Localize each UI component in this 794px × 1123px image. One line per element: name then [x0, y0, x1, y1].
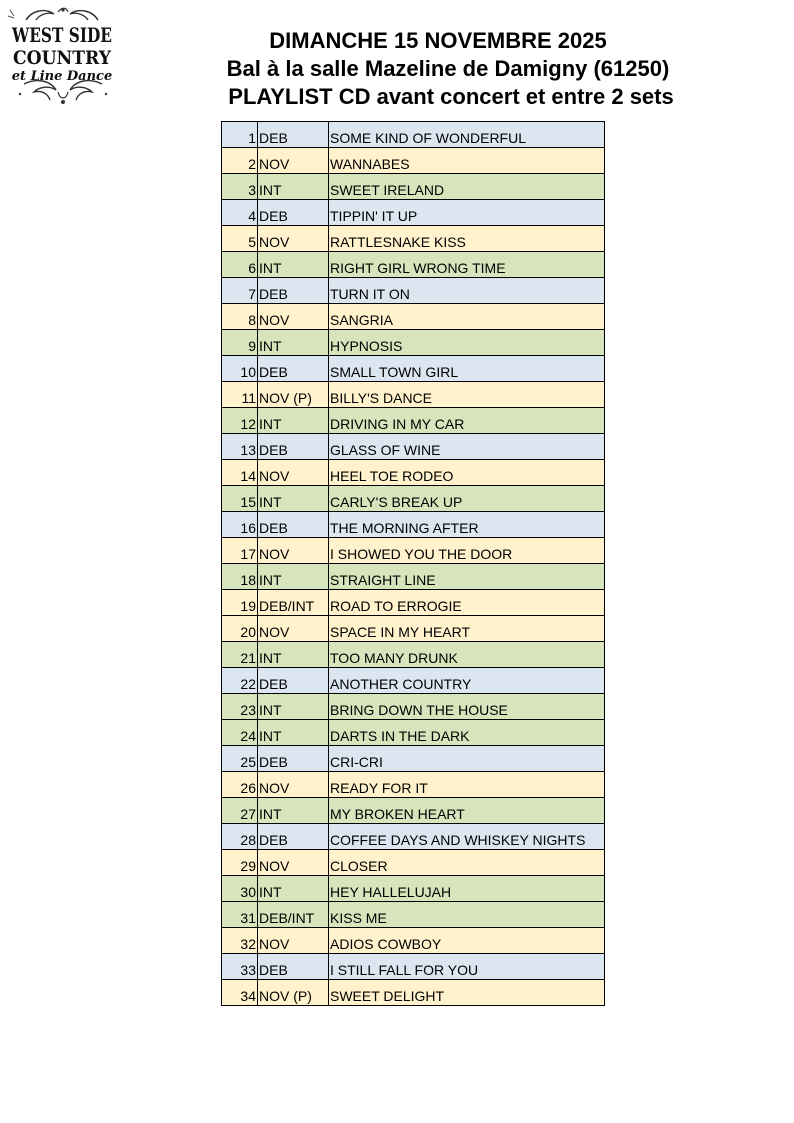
table-row	[222, 590, 605, 616]
dance-title: STRAIGHT LINE	[329, 564, 605, 590]
dance-level: NOV	[258, 460, 329, 486]
dance-level: INT	[258, 330, 329, 356]
dance-number: 31	[222, 902, 258, 928]
dance-level: DEB	[258, 668, 329, 694]
dance-number: 7	[222, 278, 258, 304]
playlist-body	[222, 122, 605, 1006]
dance-title: DARTS IN THE DARK	[329, 720, 605, 746]
dance-number: 30	[222, 876, 258, 902]
dance-level: DEB/INT	[258, 902, 329, 928]
table-row	[222, 330, 605, 356]
table-row	[222, 642, 605, 668]
dance-title: READY FOR IT	[329, 772, 605, 798]
dance-level: DEB/INT	[258, 590, 329, 616]
dance-level: INT	[258, 876, 329, 902]
table-row	[222, 928, 605, 954]
dance-level: NOV	[258, 304, 329, 330]
table-row	[222, 616, 605, 642]
dance-title: SMALL TOWN GIRL	[329, 356, 605, 382]
dance-title: TURN IT ON	[329, 278, 605, 304]
table-row	[222, 252, 605, 278]
dance-title: THE MORNING AFTER	[329, 512, 605, 538]
dance-title: RIGHT GIRL WRONG TIME	[329, 252, 605, 278]
table-row	[222, 850, 605, 876]
dance-number: 27	[222, 798, 258, 824]
table-row	[222, 772, 605, 798]
dance-title: ANOTHER COUNTRY	[329, 668, 605, 694]
dance-title: HEEL TOE RODEO	[329, 460, 605, 486]
dance-title: COFFEE DAYS AND WHISKEY NIGHTS	[329, 824, 605, 850]
dance-title: MY BROKEN HEART	[329, 798, 605, 824]
table-row	[222, 720, 605, 746]
dance-number: 5	[222, 226, 258, 252]
table-row	[222, 434, 605, 460]
dance-title: SOME KIND OF WONDERFUL	[329, 122, 605, 148]
dance-number: 10	[222, 356, 258, 382]
dance-level: NOV	[258, 538, 329, 564]
west-side-country-logo	[6, 6, 118, 106]
dance-level: INT	[258, 642, 329, 668]
dance-title: I SHOWED YOU THE DOOR	[329, 538, 605, 564]
dance-title: SWEET IRELAND	[329, 174, 605, 200]
dance-level: INT	[258, 720, 329, 746]
table-row	[222, 356, 605, 382]
event-venue: Bal à la salle Mazeline de Damigny (61250)	[226, 56, 670, 81]
dance-title: GLASS OF WINE	[329, 434, 605, 460]
dance-title: HYPNOSIS	[329, 330, 605, 356]
dance-title: SPACE IN MY HEART	[329, 616, 605, 642]
dance-number: 22	[222, 668, 258, 694]
dance-level: NOV	[258, 226, 329, 252]
event-date: DIMANCHE 15 NOVEMBRE 2025	[269, 28, 607, 53]
table-row	[222, 694, 605, 720]
dance-level: INT	[258, 486, 329, 512]
table-row	[222, 876, 605, 902]
table-row	[222, 902, 605, 928]
dance-level: DEB	[258, 200, 329, 226]
dance-title: RATTLESNAKE KISS	[329, 226, 605, 252]
dance-number: 21	[222, 642, 258, 668]
dance-number: 25	[222, 746, 258, 772]
dance-level: INT	[258, 174, 329, 200]
dance-title: BRING DOWN THE HOUSE	[329, 694, 605, 720]
dance-title: SWEET DELIGHT	[329, 980, 605, 1006]
dance-number: 6	[222, 252, 258, 278]
table-row	[222, 460, 605, 486]
dance-level: NOV (P)	[258, 980, 329, 1006]
dance-title: CARLY'S BREAK UP	[329, 486, 605, 512]
table-row	[222, 798, 605, 824]
table-row	[222, 278, 605, 304]
dance-title: HEY HALLELUJAH	[329, 876, 605, 902]
table-row	[222, 746, 605, 772]
dance-number: 28	[222, 824, 258, 850]
dance-number: 14	[222, 460, 258, 486]
dance-title: WANNABES	[329, 148, 605, 174]
dance-number: 23	[222, 694, 258, 720]
dance-number: 26	[222, 772, 258, 798]
logo-line-2: COUNTRY	[13, 47, 112, 69]
dance-number: 24	[222, 720, 258, 746]
table-row	[222, 668, 605, 694]
dance-number: 13	[222, 434, 258, 460]
table-row	[222, 512, 605, 538]
dance-level: INT	[258, 408, 329, 434]
table-row	[222, 174, 605, 200]
dance-number: 9	[222, 330, 258, 356]
dance-number: 34	[222, 980, 258, 1006]
dance-number: 17	[222, 538, 258, 564]
table-row	[222, 954, 605, 980]
logo-graphic	[6, 6, 118, 106]
dance-number: 16	[222, 512, 258, 538]
dance-level: DEB	[258, 278, 329, 304]
dance-title: ROAD TO ERROGIE	[329, 590, 605, 616]
dance-level: INT	[258, 252, 329, 278]
dance-level: INT	[258, 798, 329, 824]
dance-number: 2	[222, 148, 258, 174]
dance-level: DEB	[258, 122, 329, 148]
logo-line-1: WEST SIDE	[11, 23, 112, 47]
dance-title: DRIVING IN MY CAR	[329, 408, 605, 434]
dance-level: NOV (P)	[258, 382, 329, 408]
table-row	[222, 486, 605, 512]
dance-level: NOV	[258, 928, 329, 954]
dance-number: 19	[222, 590, 258, 616]
dance-level: DEB	[258, 512, 329, 538]
logo-line-3: et Line Dance	[11, 69, 113, 84]
dance-level: DEB	[258, 824, 329, 850]
table-row	[222, 148, 605, 174]
table-row	[222, 980, 605, 1006]
dance-level: DEB	[258, 746, 329, 772]
dance-level: DEB	[258, 356, 329, 382]
table-row	[222, 304, 605, 330]
playlist-title: PLAYLIST CD avant concert et entre 2 sets	[228, 84, 674, 109]
dance-level: INT	[258, 564, 329, 590]
dance-number: 12	[222, 408, 258, 434]
dance-number: 8	[222, 304, 258, 330]
dance-level: INT	[258, 694, 329, 720]
table-row	[222, 564, 605, 590]
dance-number: 33	[222, 954, 258, 980]
dance-number: 1	[222, 122, 258, 148]
dance-title: TIPPIN' IT UP	[329, 200, 605, 226]
table-row	[222, 382, 605, 408]
table-row	[222, 538, 605, 564]
dance-title: CRI-CRI	[329, 746, 605, 772]
table-row	[222, 408, 605, 434]
dance-title: CLOSER	[329, 850, 605, 876]
playlist-table	[221, 121, 605, 1006]
dance-level: NOV	[258, 772, 329, 798]
dance-number: 20	[222, 616, 258, 642]
dance-level: NOV	[258, 616, 329, 642]
dance-title: SANGRIA	[329, 304, 605, 330]
table-row	[222, 122, 605, 148]
dance-number: 4	[222, 200, 258, 226]
dance-level: NOV	[258, 148, 329, 174]
dance-title: BILLY'S DANCE	[329, 382, 605, 408]
dance-number: 3	[222, 174, 258, 200]
dance-number: 15	[222, 486, 258, 512]
table-row	[222, 226, 605, 252]
dance-level: NOV	[258, 850, 329, 876]
dance-title: I STILL FALL FOR YOU	[329, 954, 605, 980]
dance-title: TOO MANY DRUNK	[329, 642, 605, 668]
dance-number: 11	[222, 382, 258, 408]
table-row	[222, 824, 605, 850]
dance-title: ADIOS COWBOY	[329, 928, 605, 954]
dance-number: 29	[222, 850, 258, 876]
dance-title: KISS ME	[329, 902, 605, 928]
dance-number: 32	[222, 928, 258, 954]
table-row	[222, 200, 605, 226]
dance-level: DEB	[258, 434, 329, 460]
dance-level: DEB	[258, 954, 329, 980]
dance-number: 18	[222, 564, 258, 590]
